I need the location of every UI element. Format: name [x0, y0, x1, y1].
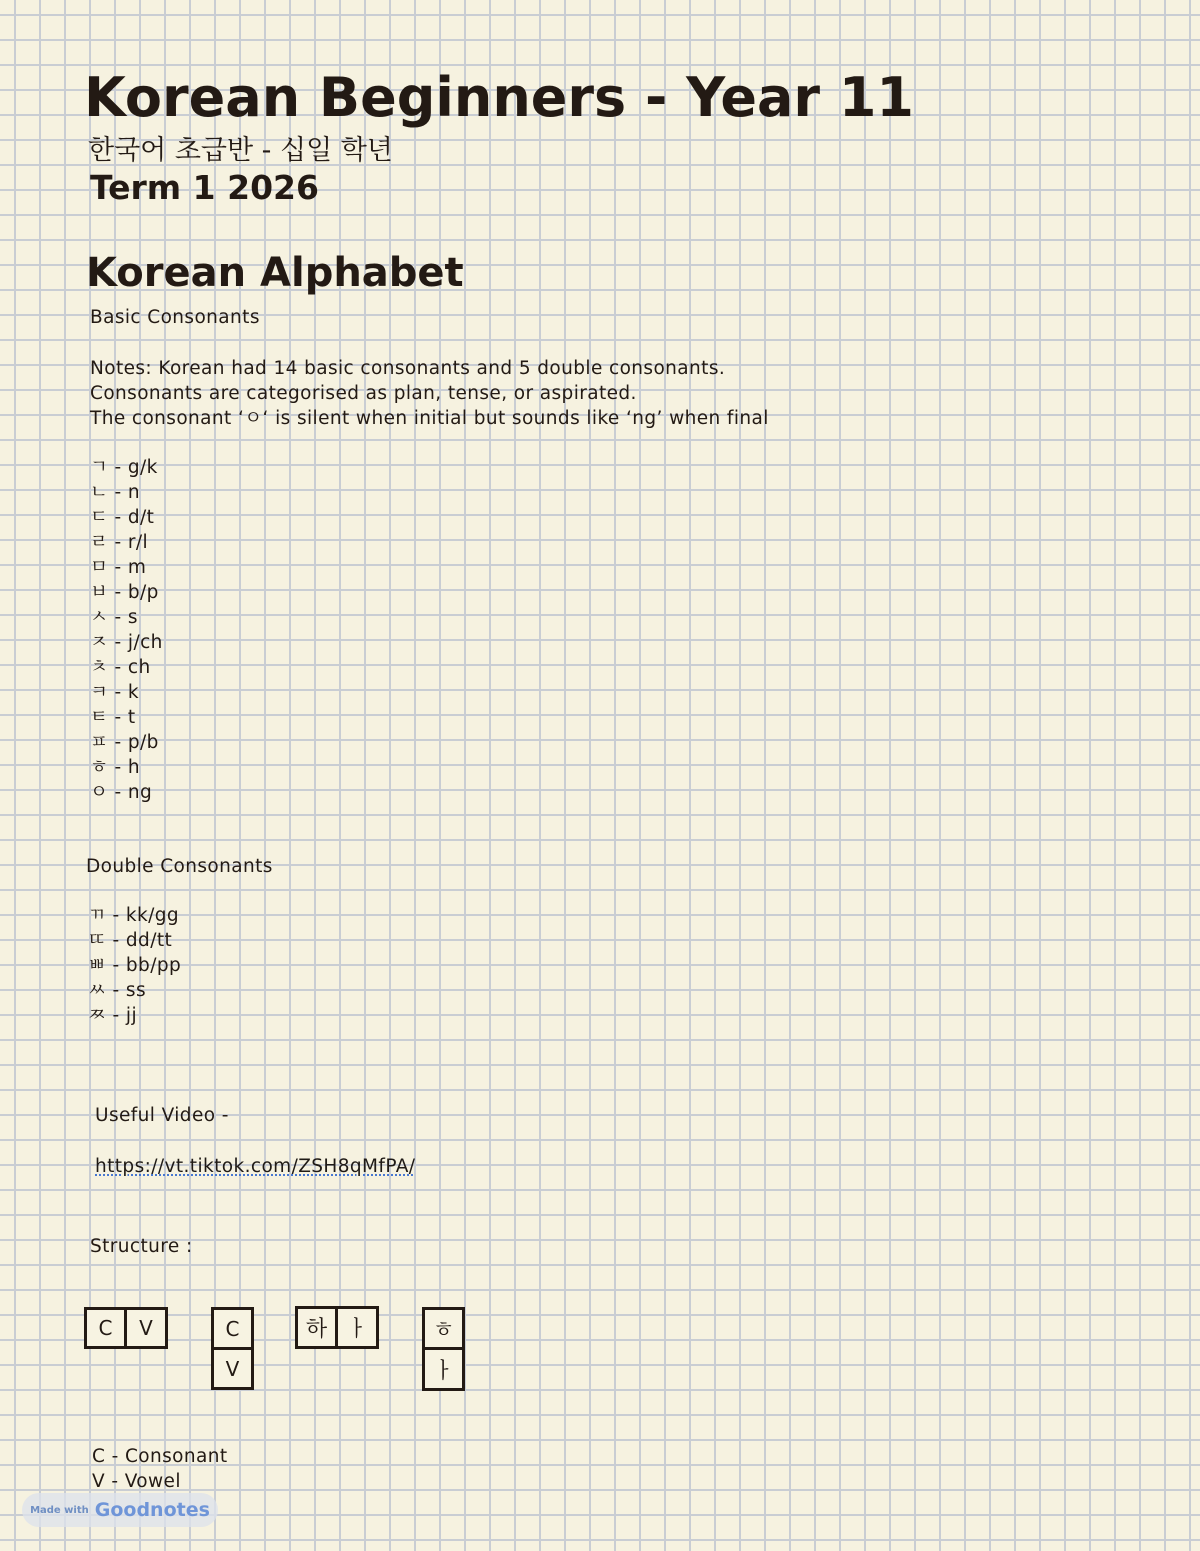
- note-line: The consonant ‘ㅇ‘ is silent when initial but sounds like ‘ng’ when final: [90, 408, 769, 429]
- section-heading: Korean Alphabet: [86, 250, 464, 296]
- term-label: Term 1 2026: [90, 168, 319, 207]
- list-item: ㅅ - s: [90, 607, 138, 628]
- list-item: ㅃ - bb/pp: [88, 955, 182, 976]
- double-consonant-list: [88, 903, 181, 1028]
- basic-consonant-list: [90, 455, 163, 805]
- list-item: ㅆ - ss: [88, 980, 146, 1001]
- tiktok-video-link[interactable]: https://vt.tiktok.com/ZSH8qMfPA/: [95, 1156, 416, 1177]
- list-item: ㅊ - ch: [90, 657, 151, 678]
- note-line: Consonants are categorised as plan, tense, or aspirated.: [90, 383, 637, 404]
- list-item: ㅇ - ng: [90, 782, 153, 803]
- double-consonants-label: Double Consonants: [86, 856, 273, 877]
- list-item: ㄱ - g/k: [90, 457, 158, 478]
- useful-video-label: Useful Video -: [95, 1105, 229, 1126]
- consonant-example-box: 하: [295, 1306, 338, 1349]
- list-item: ㄴ - n: [90, 482, 141, 503]
- list-item: ㅈ - j/ch: [90, 632, 163, 653]
- badge-made-with: Made with: [30, 1504, 89, 1516]
- vowel-example-box: ㅏ: [335, 1306, 379, 1349]
- basic-consonants-label: Basic Consonants: [90, 307, 260, 328]
- legend: [92, 1444, 228, 1494]
- notes-block: [90, 356, 769, 431]
- vowel-box: V: [211, 1347, 254, 1390]
- consonant-example-box: ㅎ: [422, 1307, 465, 1350]
- list-item: ㅉ - jj: [88, 1005, 137, 1026]
- list-item: ㅁ - m: [90, 557, 147, 578]
- list-item: ㄷ - d/t: [90, 507, 155, 528]
- list-item: ㄸ - dd/tt: [88, 930, 173, 951]
- structure-label: Structure :: [90, 1236, 193, 1257]
- list-item: ㅋ - k: [90, 682, 140, 703]
- note-line: Notes: Korean had 14 basic consonants and 5 double consonants.: [90, 358, 726, 379]
- consonant-box: C: [84, 1307, 127, 1349]
- list-item: ㄲ - kk/gg: [88, 905, 180, 926]
- legend-item: C - Consonant: [92, 1446, 228, 1467]
- goodnotes-badge: [22, 1493, 218, 1527]
- list-item: ㄹ - r/l: [90, 532, 149, 553]
- korean-subtitle: 한국어 초급반 - 십일 학년: [88, 135, 393, 166]
- page-title: Korean Beginners - Year 11: [84, 66, 914, 129]
- list-item: ㅍ - p/b: [90, 732, 159, 753]
- list-item: ㅎ - h: [90, 757, 141, 778]
- vowel-example-box: ㅏ: [422, 1347, 465, 1391]
- vowel-box: V: [124, 1307, 168, 1349]
- consonant-box: C: [211, 1307, 254, 1350]
- list-item: ㅌ - t: [90, 707, 136, 728]
- goodnotes-logo: Goodnotes: [94, 1499, 210, 1521]
- legend-item: V - Vowel: [92, 1471, 181, 1492]
- list-item: ㅂ - b/p: [90, 582, 159, 603]
